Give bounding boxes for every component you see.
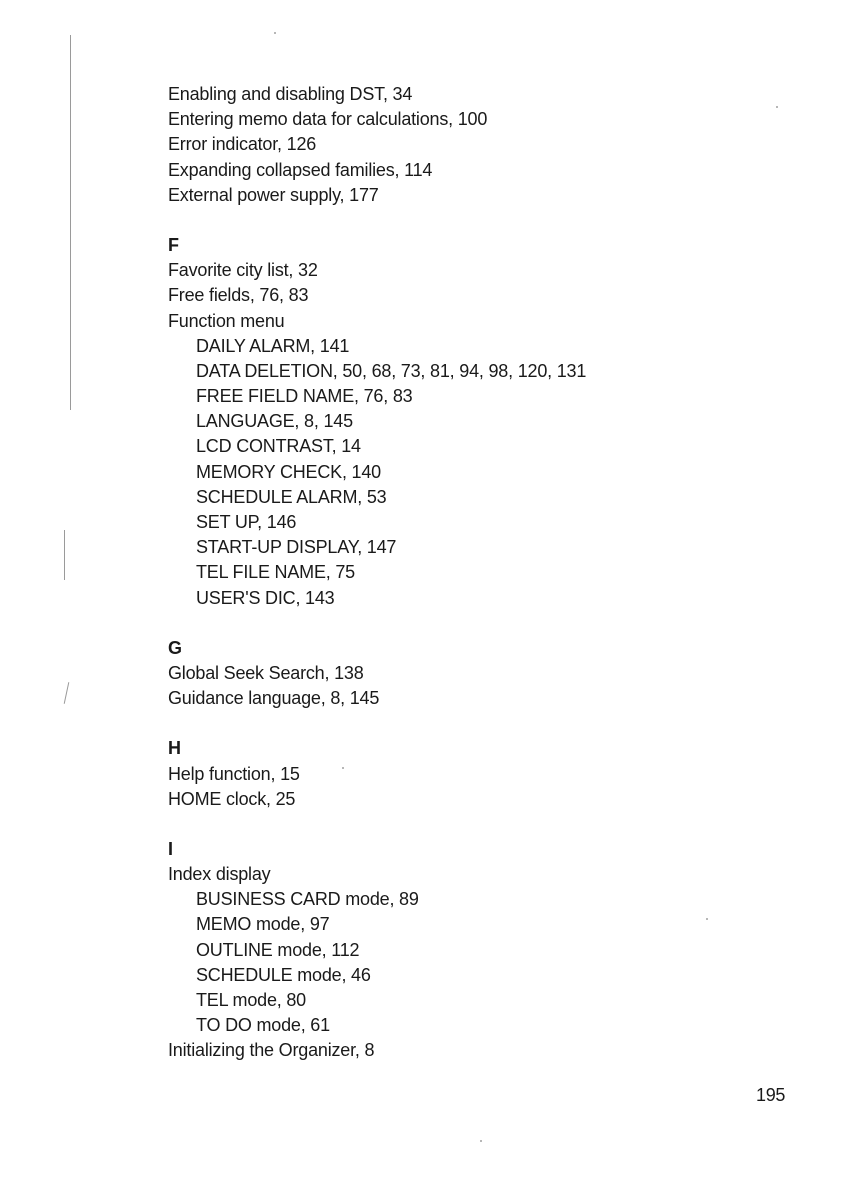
page-number: 195 (756, 1085, 786, 1105)
scan-artifact (64, 530, 65, 580)
index-subentry: USER'S DIC, 143 (196, 587, 335, 608)
index-entry: Initializing the Organizer, 8 (168, 1040, 375, 1061)
index-entry: Free fields, 76, 83 (168, 285, 309, 306)
index-subentry: TO DO mode, 61 (196, 1015, 330, 1036)
index-entry: Expanding collapsed families, 114 (168, 159, 433, 180)
index-section (168, 837, 808, 1064)
index-subentry: DATA DELETION, 50, 68, 73, 81, 94, 98, 120, 131 (196, 360, 587, 381)
section-letter-heading: I (168, 838, 174, 859)
index-subentry: MEMO mode, 97 (196, 914, 330, 935)
scan-artifact (64, 682, 70, 704)
index-entry: Enabling and disabling DST, 34 (168, 84, 413, 104)
index-entry: Help function, 15 (168, 763, 300, 784)
section-letter-heading: H (168, 738, 181, 759)
section-letter-heading: F (168, 234, 179, 255)
index-subentry: TEL mode, 80 (196, 990, 306, 1010)
index-entry: Favorite city list, 32 (168, 260, 318, 281)
scan-speck (480, 1140, 482, 1142)
index-entry: Index display (168, 864, 271, 885)
index-subentry: MEMORY CHECK, 140 (196, 461, 381, 482)
scan-artifact (70, 35, 71, 410)
index-subentry: DAILY ALARM, 141 (196, 335, 350, 356)
index-entry: Function menu (168, 310, 285, 331)
index-entry: Global Seek Search, 138 (168, 662, 364, 683)
index-entry: Error indicator, 126 (168, 134, 317, 155)
index-section (168, 736, 808, 812)
index-subentry: TEL FILE NAME, 75 (196, 562, 355, 583)
index-subentry: SCHEDULE ALARM, 53 (196, 486, 387, 507)
index-entry: HOME clock, 25 (168, 788, 296, 809)
index-list (168, 82, 808, 1064)
index-section (168, 82, 808, 208)
index-section (168, 636, 808, 712)
index-entry: Entering memo data for calculations, 100 (168, 109, 488, 130)
index-subentry: START-UP DISPLAY, 147 (196, 537, 397, 558)
index-entry: Guidance language, 8, 145 (168, 688, 380, 709)
index-entry: External power supply, 177 (168, 184, 379, 205)
scan-speck (274, 32, 276, 34)
index-subentry: LCD CONTRAST, 14 (196, 436, 361, 457)
index-subentry: SCHEDULE mode, 46 (196, 964, 371, 985)
index-subentry: FREE FIELD NAME, 76, 83 (196, 386, 413, 407)
index-subentry: BUSINESS CARD mode, 89 (196, 889, 419, 910)
section-letter-heading: G (168, 637, 183, 658)
index-subentry: LANGUAGE, 8, 145 (196, 411, 353, 432)
index-subentry: OUTLINE mode, 112 (196, 939, 360, 960)
index-subentry: SET UP, 146 (196, 512, 297, 532)
index-section (168, 233, 808, 611)
